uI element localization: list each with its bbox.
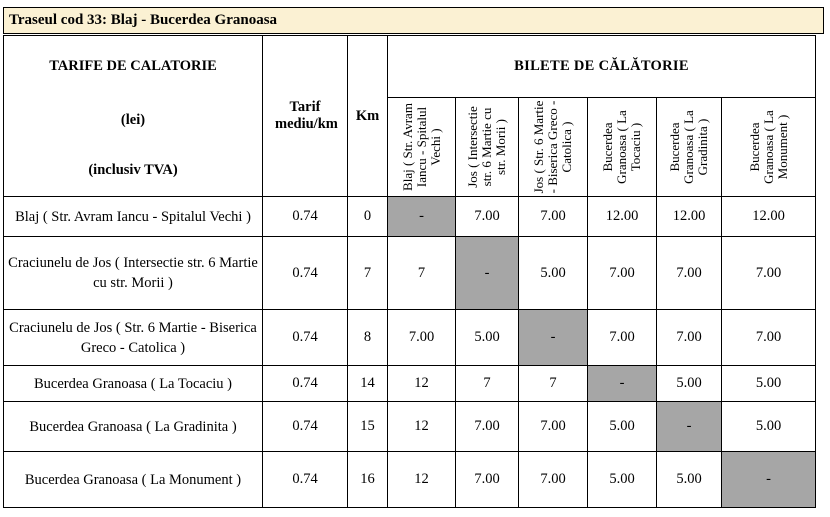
fare-cell: 12.00 [722, 197, 816, 237]
fare-cell-empty: - [657, 402, 722, 452]
fare-cell: 7 [456, 366, 519, 402]
fare-cell: 7.00 [456, 402, 519, 452]
destination-header-6 [722, 98, 816, 197]
fare-table [3, 35, 816, 508]
route-title: Traseul cod 33: Blaj - Bucerdea Granoasa [9, 12, 278, 28]
fare-cell: 5.00 [657, 452, 722, 508]
km-value: 16 [348, 452, 388, 508]
fare-cell: 7.00 [456, 452, 519, 508]
fare-cell: 7 [519, 366, 588, 402]
destination-header-3 [519, 98, 588, 197]
destination-label: Bucerdea Granoasa ( La Gradinita ) [667, 110, 710, 184]
fare-cell: 7.00 [588, 310, 657, 366]
fare-cell: 7.00 [657, 310, 722, 366]
fare-cell: 12 [388, 452, 456, 508]
table-row [4, 237, 816, 310]
fare-cell: 7.00 [722, 310, 816, 366]
tariff-header-cell [4, 36, 263, 197]
station-name: Bucerdea Granoasa ( La Gradinita ) [4, 402, 263, 452]
km-value: 14 [348, 366, 388, 402]
avg-tariff-value: 0.74 [263, 366, 348, 402]
station-name: Blaj ( Str. Avram Iancu - Spitalul Vechi ) [4, 197, 263, 237]
destination-label: Jos ( Intersectie str. 6 Martie cu str. Morii ) [465, 106, 508, 188]
fare-cell: 5.00 [722, 402, 816, 452]
destination-label: Blaj ( Str. Avram Iancu - Spitalul Vechi ) [399, 103, 443, 191]
route-title-bar [3, 7, 824, 34]
fare-cell-empty: - [456, 237, 519, 310]
km-value: 0 [348, 197, 388, 237]
table-row [4, 197, 816, 237]
fare-cell: 7.00 [722, 237, 816, 310]
avg-tariff-value: 0.74 [263, 452, 348, 508]
km-header: Km [348, 36, 388, 197]
destination-label: Jos ( Str. 6 Martie - Biserica Greco - Catolica ) [531, 100, 574, 194]
fare-cell: 12 [388, 366, 456, 402]
table-row [4, 310, 816, 366]
fare-cell: 12.00 [657, 197, 722, 237]
avg-tariff-value: 0.74 [263, 237, 348, 310]
fare-cell: 7.00 [519, 197, 588, 237]
destination-header-2 [456, 98, 519, 197]
tickets-header: BILETE DE CĂLĂTORIE [388, 36, 816, 98]
avg-tariff-value: 0.74 [263, 402, 348, 452]
table-row [4, 452, 816, 508]
destination-label: Bucerdea Granoasa ( La Tocaciu ) [600, 110, 643, 184]
fare-cell: 7.00 [657, 237, 722, 310]
table-row [4, 366, 816, 402]
km-value: 15 [348, 402, 388, 452]
fare-cell: 5.00 [519, 237, 588, 310]
station-name: Craciunelu de Jos ( Str. 6 Martie - Biserica Greco - Catolica ) [4, 310, 263, 366]
tariff-header-unit: (lei) [120, 112, 146, 128]
tariff-header-title: TARIFE DE CALATORIE [49, 58, 217, 74]
station-name: Bucerdea Granoasa ( La Tocaciu ) [4, 366, 263, 402]
fare-cell: 7.00 [519, 452, 588, 508]
station-name: Bucerdea Granoasa ( La Monument ) [4, 452, 263, 508]
fare-cell: 7.00 [519, 402, 588, 452]
fare-cell: 7.00 [588, 237, 657, 310]
destination-header-5 [657, 98, 722, 197]
fare-cell: 5.00 [456, 310, 519, 366]
fare-cell-empty: - [722, 452, 816, 508]
fare-cell: 7.00 [388, 310, 456, 366]
avg-tariff-value: 0.74 [263, 197, 348, 237]
fare-cell-empty: - [388, 197, 456, 237]
fare-cell: 5.00 [588, 452, 657, 508]
km-value: 8 [348, 310, 388, 366]
destination-header-4 [588, 98, 657, 197]
destination-header-1 [388, 98, 456, 197]
fare-cell: 5.00 [657, 366, 722, 402]
km-value: 7 [348, 237, 388, 310]
station-name: Craciunelu de Jos ( Intersectie str. 6 Martie cu str. Morii ) [4, 237, 263, 310]
destination-label: Bucerdea Granoasa ( La Monument ) [746, 110, 790, 184]
tariff-header-vat: (inclusiv TVA) [88, 162, 178, 178]
fare-cell: 7 [388, 237, 456, 310]
fare-cell: 5.00 [588, 402, 657, 452]
fare-cell-empty: - [588, 366, 657, 402]
fare-cell: 5.00 [722, 366, 816, 402]
table-row [4, 402, 816, 452]
fare-cell: 7.00 [456, 197, 519, 237]
fare-cell: 12 [388, 402, 456, 452]
avg-tariff-value: 0.74 [263, 310, 348, 366]
avg-tariff-header: Tarif mediu/km [263, 36, 348, 197]
fare-cell-empty: - [519, 310, 588, 366]
fare-cell: 12.00 [588, 197, 657, 237]
